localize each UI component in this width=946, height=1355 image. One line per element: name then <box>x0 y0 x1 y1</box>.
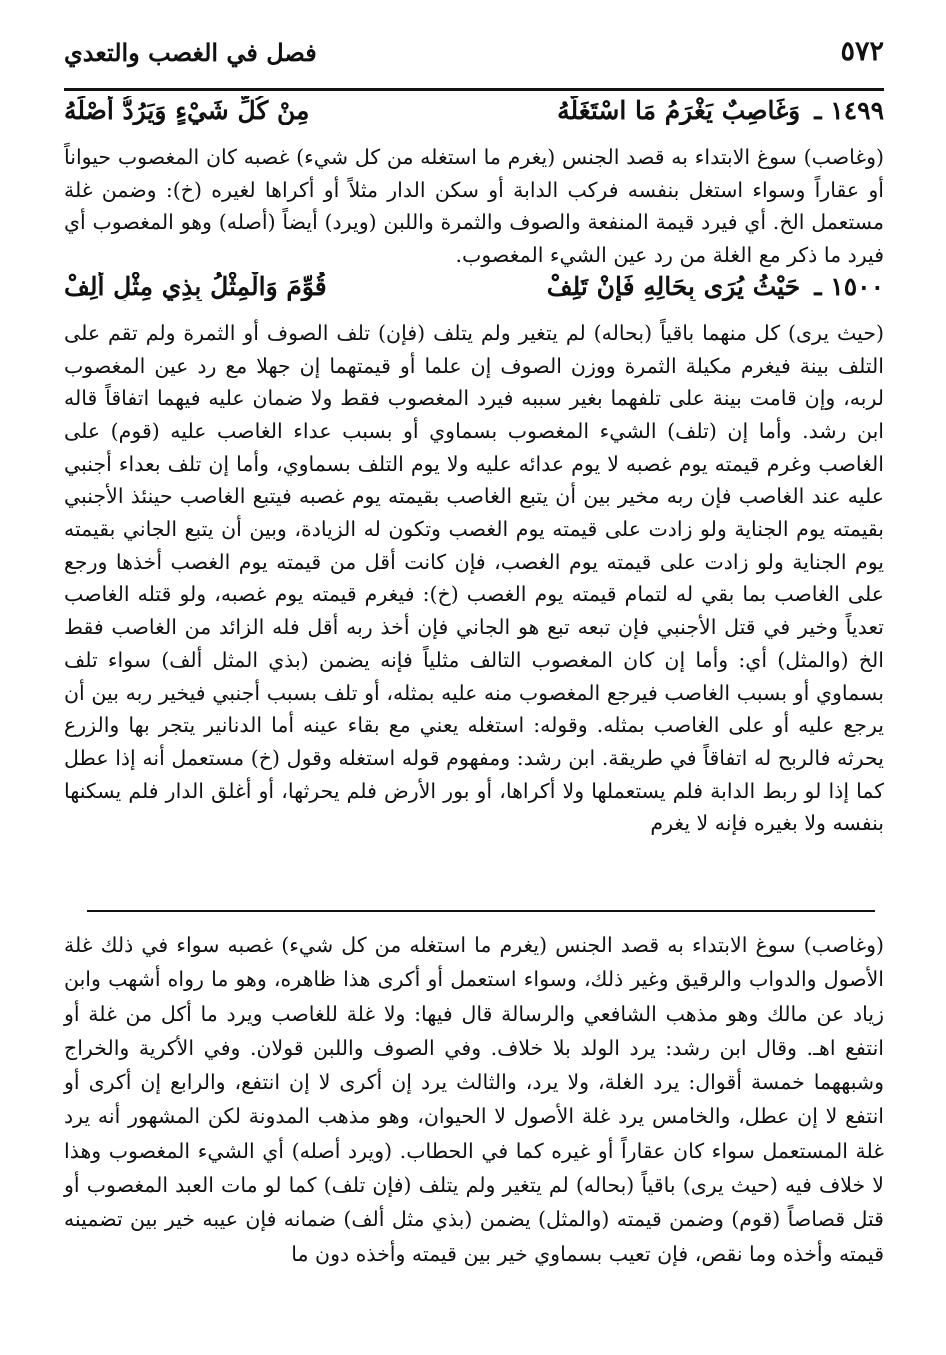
commentary-paragraph: (حيث يرى) كل منهما باقياً (بحاله) لم يتغير ولم يتلف (فإن) تلف الصوف أو الثمرة ولم تقم على التلف بينة فيغرم مكيلة الثمرة ووزن الصوف إن علما أو قيمتهما إن جهلا مع رد عين المغصوب لربه، وإن قامت بينة على تلفهما بغير سببه فيرد المغصوب فقط ولا ضمان عليه فيهما اتفاقاً قاله ابن رشد. وأما إن (تلف) الشيء المغصوب بسماوي أو بسبب عداء الغاصب عليه (قوم) على الغاصب وغرم قيمته يوم غصبه لا يوم عدائه عليه ولا يوم التلف بسماوي، وأما إن تلف بعداء أجنبي عليه عند الغاصب فإن ربه مخير بين أن يتبع الغاصب بقيمته يوم غصبه فيتبع الغاصب حينئذ الأجنبي بقيمته يوم الجناية ولو زادت على قيمته يوم الغصب وتكون له الزيادة، وبين أن يتبع الجاني بقيمته يوم الجناية ولو زادت على قيمته يوم الغصب، فإن كانت أقل من قيمته يوم الغصب أخذها ورجع على الغاصب بما بقي له لتمام قيمته يوم الغصب (خ): فيغرم قيمته يوم غصبه، ولو قتله الغاصب تعدياً وخير في قتل الأجنبي فإن تبعه تبع هو الجاني فإن أخذ ربه أقل فله الزائد من الغاصب فقط الخ (والمثل) أي: وأما إن كان المغصوب التالف مثلياً فإنه يضمن (بذي المثل ألف) سواء تلف بسماوي أو بسبب الغاصب فيرجع المغصوب منه عليه بمثله، أو تلف بسبب أجنبي فيخير ربه بين أن يرجع عليه أو على الغاصب بمثله. وقوله: استغله يعني مع بقاء عينه أما الدنانير يتجر بها والزرع يحرثه فالربح له اتفاقاً في طريقة. ابن رشد: ومفهوم قوله استغله وقول (خ) مستعمل أنه إذا عطل كما إذا لو ربط الدابة فلم يستعملها ولا أكراها، أو بور الأرض فلم يحرثها، أو أغلق الدار فلم يسكنها بنفسه ولا بغيره فإنه لا يغرم <box>64 320 884 836</box>
footnote-divider <box>87 910 875 912</box>
page-header <box>64 30 884 86</box>
verse-line <box>64 96 884 141</box>
footnote-text: (وغاصب) سوغ الابتداء به قصد الجنس (يغرم ما استغله من كل شيء) غصبه سواء في ذلك غلة الأصول والدواب والرقيق وغير ذلك، وسواء استعمل أو أكرى هذا ظاهره، وهو ما رواه أشهب وابن زياد عن مالك وهو مذهب الشافعي والرسالة قال فيها: ولا غلة للغاصب ويرد ما أكل من غلة أو انتفع اهـ. وقال ابن رشد: يرد الولد بلا خلاف. وفي الصوف واللبن قولان. وفي الأكرية والخراج وشبههما خمسة أقوال: يرد الغلة، ولا يرد، والثالث يرد إن أكرى لا إن انتفع، والرابع إن أكرى أو انتفع لا إن عطل، والخامس يرد غلة الأصول لا الحيوان، وهو مذهب المدونة لكن المشهور أنه يرد غلة المستعمل سواء كان عقاراً أو غيره كما في الحطاب. (ويرد أصله) أي الشيء المغصوب وهذا لا خلاف فيه (حيث يرى) باقياً (بحاله) لم يتغير ولم يتلف (فإن تلف) كما لو مات العبد المغصوب أو قتل قصاصاً (قوم) وضمن قيمته (والمثل) يضمن (بذي مثل ألف) ضمانه فإن عيبه خير بين تضمينه قيمته وأخذه وما نقص، فإن تعيب بسماوي خير بين قيمته وأخذه دون ما <box>64 933 884 1266</box>
header-divider <box>64 88 884 91</box>
verse-line <box>64 272 884 317</box>
commentary-paragraph: (وغاصب) سوغ الابتداء به قصد الجنس (يغرم ما استغله من كل شيء) غصبه كان المغصوب حيواناً أو عقاراً وسواء استغل بنفسه فركب الدابة أو سكن الدار مثلاً أو أكراها لغيره (خ): وضمن غلة مستعمل الخ. أي فيرد قيمة المنفعة والصوف والثمرة واللبن (ويرد) أيضاً (أصله) وهو المغصوب أي فيرد ما ذكر مع الغلة من رد عين الشيء المغصوب. <box>64 145 884 268</box>
footnote-section <box>64 928 884 1271</box>
verse-number: ١٤٩٩ ـ <box>814 96 884 125</box>
verse-second-hemistich: مِنْ كُلِّ شَيْءٍ وَيَرُدُّ أَصْلَهُ <box>64 96 310 125</box>
page-number: ٥٧٢ <box>840 36 884 67</box>
verse-first-hemistich: وَغَاصِبٌ يَغْرَمُ مَا اسْتَغَلَّهُ <box>557 96 801 125</box>
verse-number: ١٥٠٠ ـ <box>814 271 884 301</box>
main-text <box>64 96 884 840</box>
verse-second-hemistich: قُوِّمَ وَالْمِثْلُ بِذِي مِثْلٍ أُلِفْ <box>64 271 327 301</box>
verse-first-hemistich: حَيْثُ يُرَى بِحَالِهِ فَإِنْ تَلِفْ <box>546 271 801 301</box>
chapter-title: فصل في الغصب والتعدي <box>64 38 317 67</box>
